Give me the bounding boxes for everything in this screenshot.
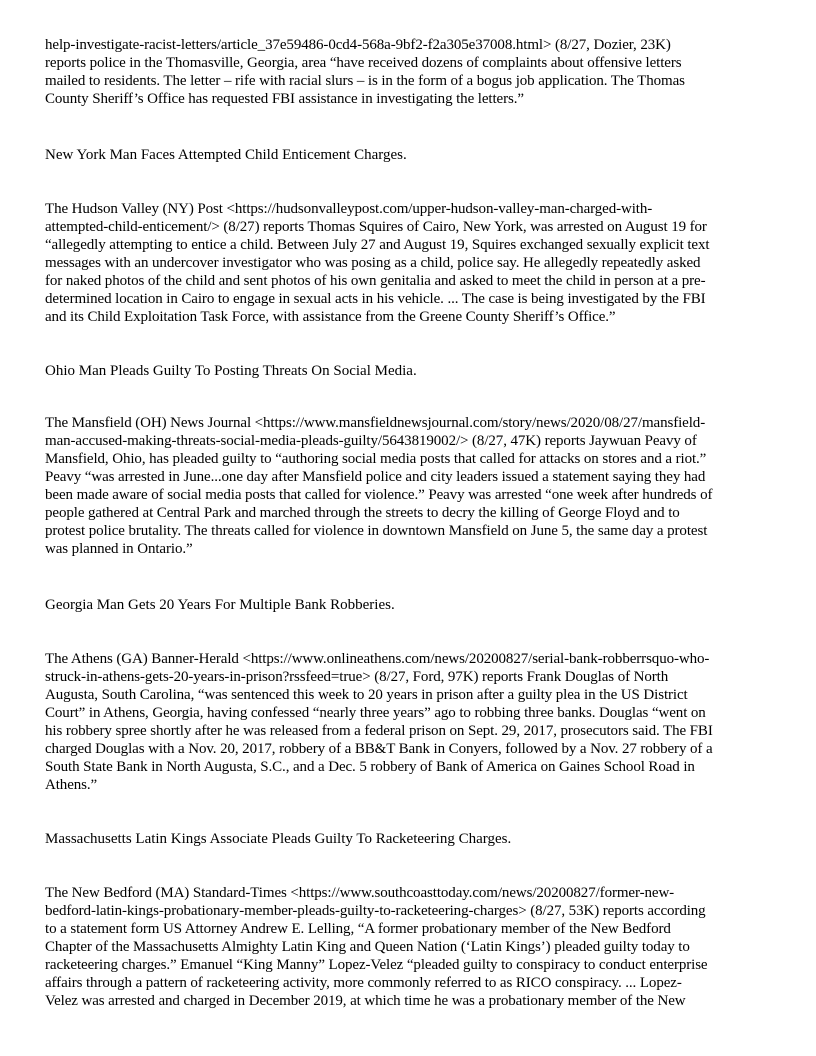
paragraph-line: The Hudson Valley (NY) Post <https://hudsonvalleypost.com/upper-hudson-valley-man-charged-with- [45, 201, 653, 217]
paragraph-line: man-accused-making-threats-social-media-pleads-guilty/5643819002/> (8/27, 47K) reports Jaywuan Peavy of [45, 433, 697, 449]
paragraph-line: and its Child Exploitation Task Force, with assistance from the Greene County Sheriff’s Office.” [45, 309, 616, 325]
paragraph-line: for naked photos of the child and sent photos of his own genitalia and asked to meet the child in person at a pre- [45, 273, 706, 289]
paragraph-line: Peavy “was arrested in June...one day after Mansfield police and city leaders issued a statement saying they had [45, 469, 706, 485]
paragraph-line: bedford-latin-kings-probationary-member-pleads-guilty-to-racketeering-charges> (8/27, 53K) reports according [45, 903, 706, 919]
article-headline: Massachusetts Latin Kings Associate Pleads Guilty To Racketeering Charges. [45, 831, 512, 847]
article-headline: Georgia Man Gets 20 Years For Multiple Bank Robberies. [45, 597, 395, 613]
paragraph-line: was planned in Ontario.” [45, 541, 193, 557]
paragraph-line: protest police brutality. The threats called for violence in downtown Mansfield on June 5, the same day a protest [45, 523, 708, 539]
paragraph-line: racketeering charges.” Emanuel “King Manny” Lopez-Velez “pleaded guilty to conspiracy to conduct enterprise [45, 957, 708, 973]
article-paragraph [45, 884, 785, 1010]
paragraph-line: The Mansfield (OH) News Journal <https://www.mansfieldnewsjournal.com/story/news/2020/08/27/mansfield- [45, 415, 706, 431]
paragraph-line: mailed to residents. The letter – rife with racial slurs – is in the form of a bogus job application. The Thomas [45, 73, 685, 89]
paragraph-line: struck-in-athens-gets-20-years-in-prison?rssfeed=true> (8/27, Ford, 97K) reports Frank Douglas of North [45, 669, 669, 685]
paragraph-line: Court” in Athens, Georgia, having confessed “nearly three years” ago to robbing three banks. Douglas “went on [45, 705, 706, 721]
paragraph-line: attempted-child-enticement/> (8/27) reports Thomas Squires of Cairo, New York, was arrested on August 19 for [45, 219, 707, 235]
article-headline: Ohio Man Pleads Guilty To Posting Threats On Social Media. [45, 363, 417, 379]
paragraph-line: reports police in the Thomasville, Georgia, area “have received dozens of complaints about offensive letters [45, 55, 682, 71]
paragraph-line: to a statement form US Attorney Andrew E. Lelling, “A former probationary member of the New Bedford [45, 921, 671, 937]
paragraph-line: charged Douglas with a Nov. 20, 2017, robbery of a BB&T Bank in Conyers, followed by a Nov. 27 robbery of a [45, 741, 713, 757]
paragraph-line: South State Bank in North Augusta, S.C., and a Dec. 5 robbery of Bank of America on Gaines School Road in [45, 759, 695, 775]
paragraph-line: people gathered at Central Park and marched through the streets to decry the killing of George Floyd and to [45, 505, 680, 521]
article-paragraph [45, 200, 785, 326]
paragraph-line: The Athens (GA) Banner-Herald <https://www.onlineathens.com/news/20200827/serial-bank-robberrsquo-who- [45, 651, 710, 667]
paragraph-line: Augusta, South Carolina, “was sentenced this week to 20 years in prison after a guilty plea in the US District [45, 687, 688, 703]
article-paragraph [45, 36, 785, 108]
paragraph-line: County Sheriff’s Office has requested FBI assistance in investigating the letters.” [45, 91, 524, 107]
paragraph-line: “allegedly attempting to entice a child. Between July 27 and August 19, Squires exchanged sexually explicit text [45, 237, 710, 253]
paragraph-line: messages with an undercover investigator who was posing as a child, police say. He allegedly repeatedly asked [45, 255, 701, 271]
article-headline: New York Man Faces Attempted Child Enticement Charges. [45, 147, 407, 163]
paragraph-line: his robbery spree shortly after he was released from a federal prison on Sept. 29, 2017, prosecutors said. The FBI [45, 723, 713, 739]
article-paragraph [45, 650, 785, 794]
paragraph-line: determined location in Cairo to engage in sexual acts in his vehicle. ... The case is being investigated by the FBI [45, 291, 706, 307]
paragraph-line: The New Bedford (MA) Standard-Times <https://www.southcoasttoday.com/news/20200827/former-new- [45, 885, 675, 901]
paragraph-line: Velez was arrested and charged in December 2019, at which time he was a probationary member of the New [45, 993, 686, 1009]
paragraph-line: Athens.” [45, 777, 98, 793]
paragraph-line: help-investigate-racist-letters/article_37e59486-0cd4-568a-9bf2-f2a305e37008.html> (8/27, Dozier, 23K) [45, 37, 671, 53]
paragraph-line: been made aware of social media posts that called for violence.” Peavy was arrested “one week after hundreds of [45, 487, 713, 503]
paragraph-line: Mansfield, Ohio, has pleaded guilty to “authoring social media posts that called for attacks on stores and a riot.” [45, 451, 707, 467]
paragraph-line: Chapter of the Massachusetts Almighty Latin King and Queen Nation (‘Latin Kings’) pleaded guilty today to [45, 939, 690, 955]
paragraph-line: affairs through a pattern of racketeering activity, more commonly referred to as RICO conspiracy. ... Lopez- [45, 975, 682, 991]
article-paragraph [45, 414, 785, 558]
